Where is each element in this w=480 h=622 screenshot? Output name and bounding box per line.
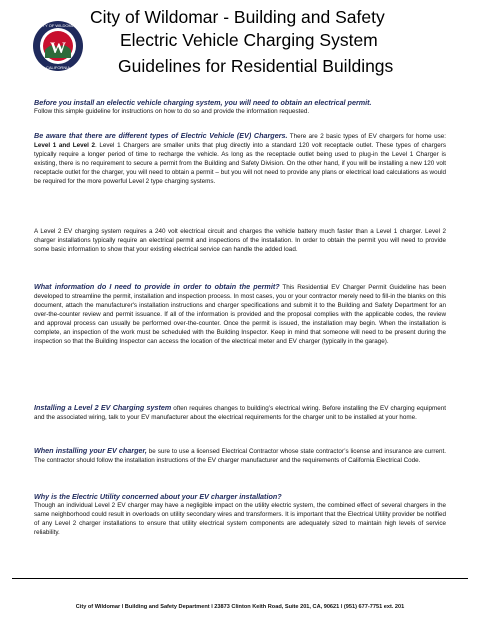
installing-lead: Installing a Level 2 EV Charging system [34,403,172,412]
utility-lead: Why is the Electric Utility concerned about your EV charger installation? [34,492,282,501]
permit-info-lead: What information do I need to provide in order to obtain the permit? [34,282,280,291]
charger-levels: Level 1 and Level 2 [34,142,95,149]
footer-divider [12,578,468,579]
permit-info-body: This Residential EV Charger Permit Guideline has been developed to streamline the permit, installation and inspection process. In most cases, you or your contractor merely need to fill-in the blanks on this document, attach the manufacturer's installation instructions and charger specifications and submit it to the Building and Safety Department for an over-the-counter review and permit issuance. If all of the information is provided and the proposal complies with the applicable codes, the review and approval process can usually be performed over-the-counter. Once the permit is issued, the installation may begin. When the installation is complete, an inspection of the work must be scheduled with the Building Inspector. Keep in mind that someone will need to be present during the inspection so that the Building Inspector can access the location of the electrical meter and EV charger (typically in the garage). [34,284,446,345]
intro-section [34,98,446,116]
page-title-line1: City of Wildomar - Building and Safety [90,7,385,27]
contractor-lead: When installing your EV charger, [34,446,147,455]
city-seal-logo [32,20,84,72]
charger-types-body-a: There are 2 basic types of EV chargers for home use: [287,133,446,140]
charger-types-body-b: . Level 1 Chargers are smaller units that plug directly into a standard 120 volt receptacle outlet. These types of chargers typically require a longer period of time to recharge the vehicle. As long as the receptacle outlet being used to plug-in the Level 1 Charger is existing, there is no requirement to secure a permit from the Building and Safety Division. On the other hand, if you will be installing a new 120 volt receptacle outlet for the charger, you will need to obtain a permit – but you will not need to provide any plans or electrical load calculations as would be required for the more powerful Level 2 type charging systems. [34,142,446,185]
intro-lead: Before you install an elelectic vehicle charging system, you will need to obtain an electrical permit. [34,98,372,107]
utility-section [34,492,446,537]
utility-body: Though an individual Level 2 EV charger may have a negligible impact on the utility electric system, the combined effect of several chargers in the same neighborhood could result in overloads on utility secondary wires and transformers. It is important that the Electrical Utility provider be notified of any Level 2 charger installations to ensure that utility electrical system components are adequately sized to maintain high levels of service reliability. [34,502,446,536]
charger-types-lead: Be aware that there are different types of Electric Vehicle (EV) Chargers. [34,131,288,140]
charger-types-section [34,131,446,186]
page-title-line3: Guidelines for Residential Buildings [118,56,394,76]
intro-body: Follow this simple guideline for instructions on how to do so and provide the information requested. [34,108,310,115]
contractor-body: be sure to use a licensed Electrical Contractor whose state contractor’s license and insurance are current. The contractor should follow the installation instructions of the EV charger manufacturer and the requirements of California Electrical Code. [34,448,446,464]
level2-body: A Level 2 EV charging system requires a 240 volt electrical circuit and charges the vehicle battery much faster than a Level 1 charger. Level 2 charger installations typically require an electrical permit and inspections of the installation. In order to obtain the permit you will need to provide some basic information to show that your existing electrical service can handle the added load. [34,228,446,253]
page-title-line2: Electric Vehicle Charging System [120,30,378,50]
installing-section [34,403,446,422]
level2-section [34,227,446,254]
installing-body: often requires changes to building’s electrical wiring. Before installing the EV charging equipment and the associated wiring, talk to your EV manufacturer about the electrical requirements for the charger unit to be installed at your home. [34,405,447,421]
seal-text-bottom: CALIFORNIA [45,65,71,70]
permit-info-section [34,282,446,346]
seal-letter: W [50,40,66,57]
seal-text-top: CITY OF WILDOMAR [38,23,78,28]
footer-address: City of Wildomar l Building and Safety Department l 23873 Clinton Keith Road, Suite 201, CA, 90621 l (951) 677-7751 ext. 201 [75,604,405,610]
contractor-section [34,446,446,465]
